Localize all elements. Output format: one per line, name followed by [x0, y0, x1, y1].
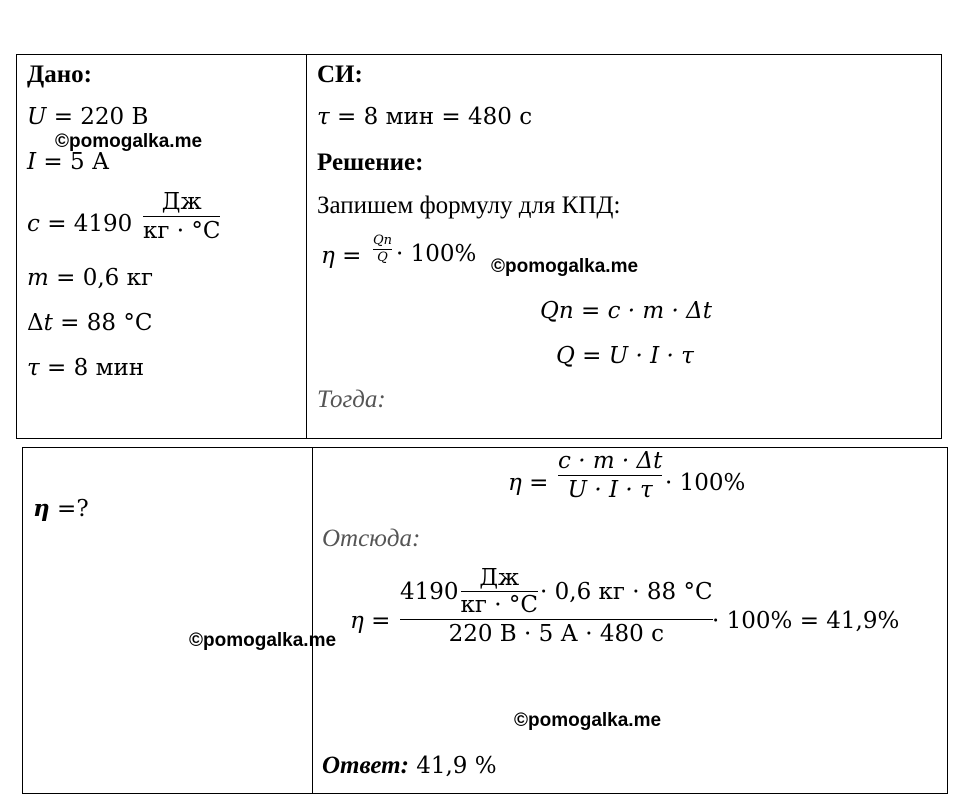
- bottom-divider: [312, 447, 313, 794]
- heat-capacity-unit: Дж кг · °C: [143, 189, 221, 245]
- formula-efficiency-lhs: η =: [321, 243, 362, 269]
- given-heat-capacity: c = 4190: [27, 211, 133, 237]
- solution-intro: Запишем формулу для КПД:: [317, 192, 621, 219]
- watermark-4: ©pomogalka.me: [514, 710, 662, 731]
- formula-result-lhs: η =: [350, 608, 391, 634]
- formula-efficiency-fraction: Qп Q: [373, 233, 393, 265]
- watermark-2: ©pomogalka.me: [491, 256, 639, 277]
- si-time: τ = 8 мин = 480 с: [317, 104, 533, 130]
- formula-result-fraction: 4190 Дж кг · °C · 0,6 кг · 88 °C 220 В · 5 А · 480 с: [400, 565, 713, 648]
- given-heading: Дано:: [27, 61, 92, 88]
- watermark-3: ©pomogalka.me: [189, 630, 337, 651]
- given-mass: m = 0,6 кг: [27, 265, 154, 291]
- watermark-1: ©pomogalka.me: [55, 131, 203, 152]
- formula-result-rhs: · 100% = 41,9%: [712, 608, 900, 634]
- formula-total-energy: Q = U · I · τ: [556, 343, 694, 369]
- top-divider: [306, 54, 307, 439]
- given-voltage: U = 220 В: [27, 104, 149, 130]
- find-efficiency: η =?: [33, 495, 89, 522]
- formula-useful-heat: Qп = c · m · Δt: [540, 298, 712, 324]
- formula-combined-lhs: η =: [508, 470, 549, 496]
- solution-heading: Решение:: [317, 149, 424, 176]
- si-heading: СИ:: [317, 61, 363, 88]
- formula-combined-fraction: c · m · Δt U · I · τ: [558, 448, 663, 504]
- formula-combined-rhs: · 100%: [665, 470, 746, 496]
- formula-efficiency-rhs: · 100%: [396, 241, 477, 267]
- given-current: I = 5 А: [27, 149, 110, 175]
- then-label: Тогда:: [317, 386, 386, 413]
- given-temp-change: Δt = 88 °C: [27, 310, 153, 336]
- given-time: τ = 8 мин: [27, 355, 145, 381]
- hence-label: Отсюда:: [322, 525, 421, 552]
- answer: Ответ: 41,9 %: [322, 752, 497, 779]
